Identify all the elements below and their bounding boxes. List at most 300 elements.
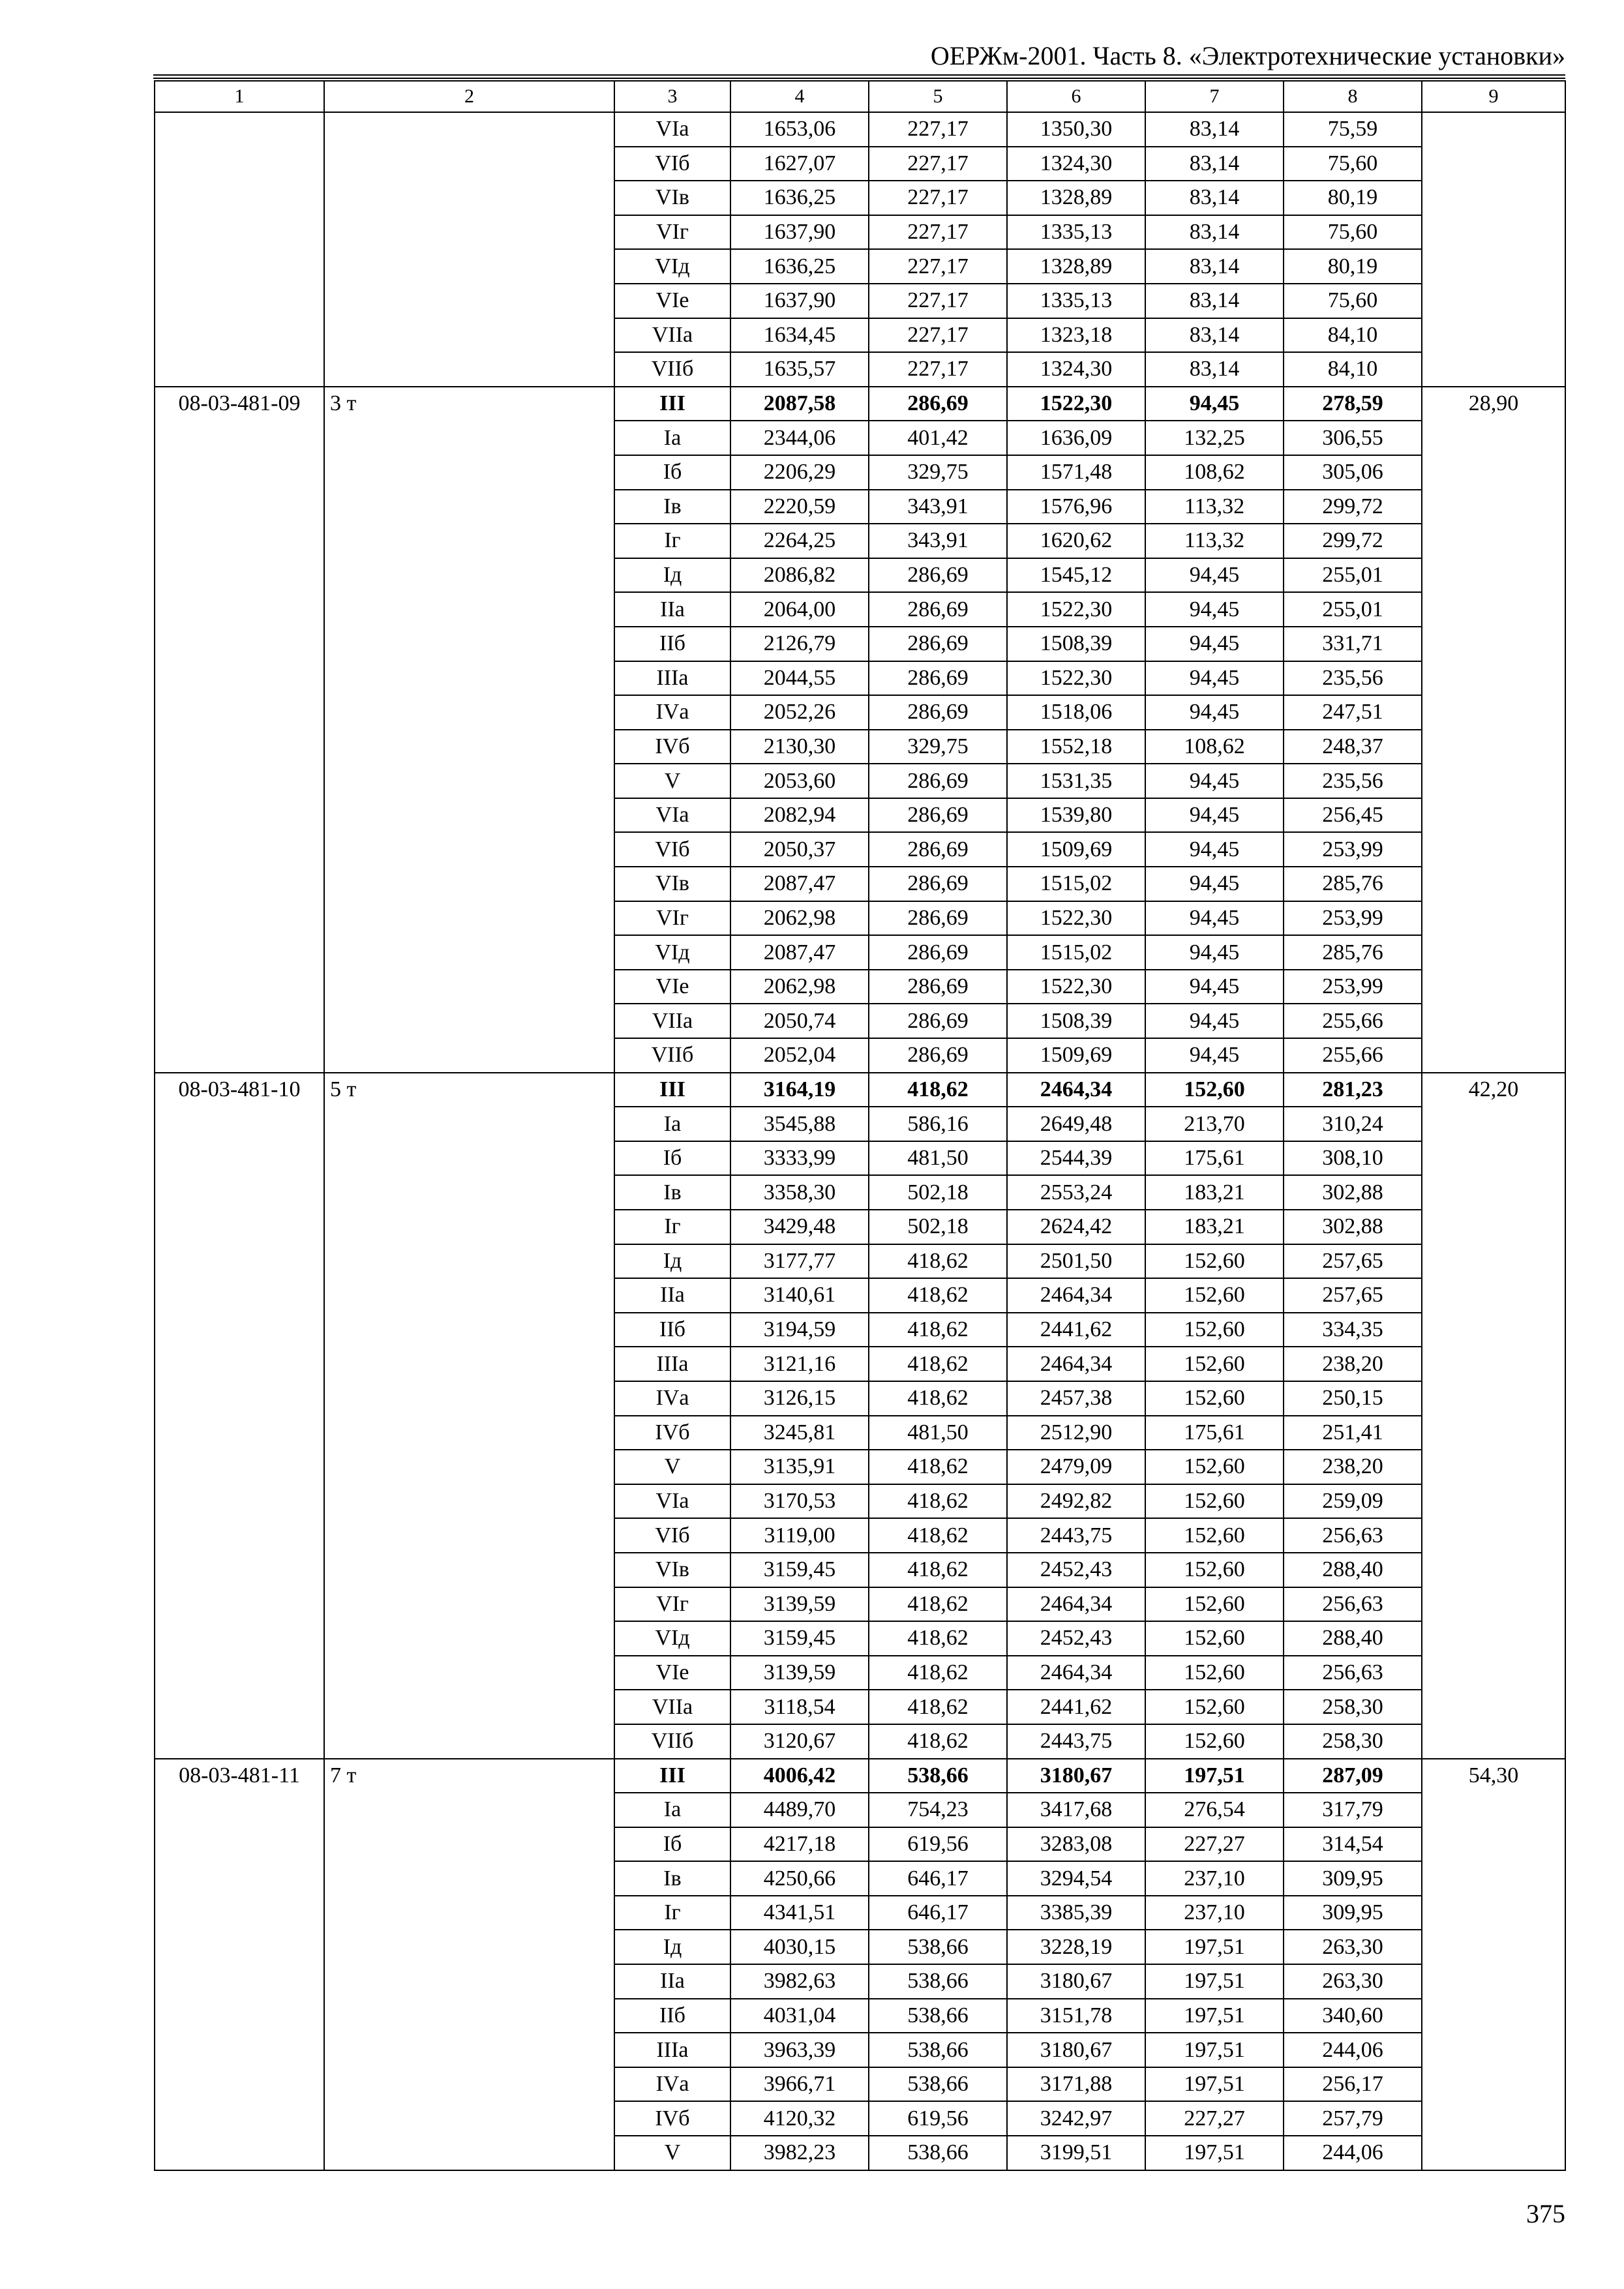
value-cell-7: 237,10 (1145, 1861, 1284, 1896)
value-cell-4: 3194,59 (730, 1313, 869, 1347)
value-cell-6: 3294,54 (1007, 1861, 1145, 1896)
value-cell-4: 4217,18 (730, 1827, 869, 1862)
zone-mark: IIб (614, 627, 730, 661)
value-cell-7: 94,45 (1145, 935, 1284, 970)
zone-mark: VIе (614, 284, 730, 318)
value-cell-8: 306,55 (1284, 421, 1422, 455)
value-cell-8: 299,72 (1284, 490, 1422, 524)
value-cell-8: 309,95 (1284, 1896, 1422, 1930)
value-cell-4: 4006,42 (730, 1759, 869, 1793)
value-cell-7: 152,60 (1145, 1518, 1284, 1553)
value-cell-8: 309,95 (1284, 1861, 1422, 1896)
value-cell-5: 286,69 (869, 901, 1007, 936)
value-cell-5: 343,91 (869, 524, 1007, 558)
value-cell-7: 94,45 (1145, 1004, 1284, 1038)
zone-mark: IIа (614, 592, 730, 627)
value-cell-4: 2062,98 (730, 901, 869, 936)
value-cell-6: 2441,62 (1007, 1313, 1145, 1347)
value-cell-5: 343,91 (869, 490, 1007, 524)
zone-mark: Iб (614, 1141, 730, 1176)
value-cell-5: 286,69 (869, 764, 1007, 798)
zone-mark: VIв (614, 867, 730, 901)
value-cell-8: 253,99 (1284, 901, 1422, 936)
value-cell-7: 132,25 (1145, 421, 1284, 455)
value-cell-8: 258,30 (1284, 1724, 1422, 1759)
value-cell-7: 152,60 (1145, 1724, 1284, 1759)
zone-mark: VIа (614, 798, 730, 833)
value-cell-6: 2479,09 (1007, 1450, 1145, 1484)
zone-mark: Iд (614, 558, 730, 593)
value-cell-6: 1509,69 (1007, 832, 1145, 867)
value-cell-5: 538,66 (869, 1964, 1007, 1999)
value-cell-5: 227,17 (869, 112, 1007, 147)
column-header: 7 (1145, 81, 1284, 112)
value-cell-5: 418,62 (869, 1724, 1007, 1759)
zone-mark: III (614, 1073, 730, 1107)
item-name: 5 т (324, 1073, 614, 1759)
header-rule-double (153, 78, 1565, 79)
value-cell-8: 238,20 (1284, 1450, 1422, 1484)
zone-mark: VIе (614, 1656, 730, 1690)
zone-mark: III (614, 387, 730, 421)
value-cell-5: 538,66 (869, 2136, 1007, 2170)
value-cell-6: 1522,30 (1007, 970, 1145, 1004)
value-cell-7: 152,60 (1145, 1073, 1284, 1107)
value-cell-8: 256,63 (1284, 1656, 1422, 1690)
value-cell-5: 619,56 (869, 2101, 1007, 2136)
zone-mark: IIб (614, 1313, 730, 1347)
value-cell-8: 255,66 (1284, 1038, 1422, 1073)
value-cell-8: 299,72 (1284, 524, 1422, 558)
value-cell-5: 227,17 (869, 318, 1007, 353)
value-cell-4: 3121,16 (730, 1347, 869, 1381)
value-cell-7: 197,51 (1145, 1964, 1284, 1999)
value-cell-6: 3180,67 (1007, 1964, 1145, 1999)
value-cell-4: 2044,55 (730, 661, 869, 696)
value-cell-5: 418,62 (869, 1484, 1007, 1519)
value-cell-7: 83,14 (1145, 112, 1284, 147)
value-cell-4: 2052,26 (730, 695, 869, 730)
value-cell-4: 3120,67 (730, 1724, 869, 1759)
value-cell-4: 3159,45 (730, 1621, 869, 1656)
value-cell-4: 1653,06 (730, 112, 869, 147)
value-cell-4: 2087,47 (730, 867, 869, 901)
value-cell-6: 1522,30 (1007, 661, 1145, 696)
value-cell-6: 1522,30 (1007, 901, 1145, 936)
value-cell-4: 2053,60 (730, 764, 869, 798)
value-cell-8: 314,54 (1284, 1827, 1422, 1862)
zone-mark: IVб (614, 1416, 730, 1450)
value-cell-7: 113,32 (1145, 524, 1284, 558)
value-cell-6: 3417,68 (1007, 1793, 1145, 1827)
value-cell-4: 3358,30 (730, 1175, 869, 1210)
table-body (155, 112, 1565, 2170)
value-cell-5: 538,66 (869, 2033, 1007, 2067)
value-cell-5: 227,17 (869, 249, 1007, 284)
value-cell-8: 238,20 (1284, 1347, 1422, 1381)
value-cell-8: 256,63 (1284, 1587, 1422, 1622)
value-cell-8: 256,45 (1284, 798, 1422, 833)
value-cell-5: 538,66 (869, 1759, 1007, 1793)
value-cell-5: 538,66 (869, 1999, 1007, 2033)
value-cell-7: 152,60 (1145, 1278, 1284, 1313)
value-cell-6: 2443,75 (1007, 1724, 1145, 1759)
zone-mark: VIб (614, 832, 730, 867)
extra-value: 54,30 (1422, 1759, 1565, 2170)
zone-mark: VIа (614, 112, 730, 147)
zone-mark: Iд (614, 1930, 730, 1964)
value-cell-5: 286,69 (869, 558, 1007, 593)
value-cell-5: 418,62 (869, 1278, 1007, 1313)
table-row (155, 1759, 1565, 1793)
value-cell-7: 94,45 (1145, 798, 1284, 833)
value-cell-5: 286,69 (869, 832, 1007, 867)
value-cell-4: 3545,88 (730, 1107, 869, 1141)
value-cell-7: 152,60 (1145, 1381, 1284, 1416)
value-cell-4: 3966,71 (730, 2067, 869, 2102)
value-cell-8: 255,66 (1284, 1004, 1422, 1038)
value-cell-5: 502,18 (869, 1175, 1007, 1210)
value-cell-7: 197,51 (1145, 2136, 1284, 2170)
item-code: 08-03-481-09 (155, 387, 324, 1073)
value-cell-6: 2464,34 (1007, 1656, 1145, 1690)
value-cell-6: 3180,67 (1007, 1759, 1145, 1793)
value-cell-5: 286,69 (869, 387, 1007, 421)
value-cell-7: 197,51 (1145, 1759, 1284, 1793)
extra-value: 28,90 (1422, 387, 1565, 1073)
value-cell-4: 1636,25 (730, 181, 869, 215)
column-header: 6 (1007, 81, 1145, 112)
value-cell-5: 418,62 (869, 1244, 1007, 1279)
value-cell-4: 4031,04 (730, 1999, 869, 2033)
value-cell-4: 3159,45 (730, 1553, 869, 1587)
value-cell-4: 2220,59 (730, 490, 869, 524)
value-cell-6: 3151,78 (1007, 1999, 1145, 2033)
zone-mark: VIд (614, 1621, 730, 1656)
item-name (324, 112, 614, 387)
column-number-row (155, 81, 1565, 112)
value-cell-5: 286,69 (869, 627, 1007, 661)
header-rule (153, 74, 1565, 76)
zone-mark: Iг (614, 1896, 730, 1930)
value-cell-7: 94,45 (1145, 832, 1284, 867)
page-number: 375 (1526, 2199, 1565, 2228)
value-cell-4: 3140,61 (730, 1278, 869, 1313)
zone-mark: IVа (614, 695, 730, 730)
zone-mark: Iа (614, 1107, 730, 1141)
value-cell-5: 329,75 (869, 455, 1007, 490)
column-header: 4 (730, 81, 869, 112)
value-cell-6: 1522,30 (1007, 592, 1145, 627)
zone-mark: Iв (614, 490, 730, 524)
value-cell-5: 418,62 (869, 1656, 1007, 1690)
zone-mark: Iа (614, 1793, 730, 1827)
value-cell-4: 1637,90 (730, 215, 869, 250)
value-cell-7: 152,60 (1145, 1450, 1284, 1484)
value-cell-5: 646,17 (869, 1861, 1007, 1896)
value-cell-4: 3177,77 (730, 1244, 869, 1279)
zone-mark: VIIб (614, 1038, 730, 1073)
value-cell-8: 302,88 (1284, 1210, 1422, 1244)
value-cell-6: 1324,30 (1007, 147, 1145, 181)
value-cell-6: 1545,12 (1007, 558, 1145, 593)
value-cell-5: 754,23 (869, 1793, 1007, 1827)
zone-mark: VIг (614, 215, 730, 250)
value-cell-6: 1509,69 (1007, 1038, 1145, 1073)
value-cell-8: 84,10 (1284, 318, 1422, 353)
value-cell-4: 3170,53 (730, 1484, 869, 1519)
value-cell-6: 2464,34 (1007, 1587, 1145, 1622)
column-header: 2 (324, 81, 614, 112)
value-cell-7: 237,10 (1145, 1896, 1284, 1930)
value-cell-8: 288,40 (1284, 1553, 1422, 1587)
value-cell-6: 1552,18 (1007, 730, 1145, 764)
extra-value (1422, 112, 1565, 387)
value-cell-4: 3982,63 (730, 1964, 869, 1999)
value-cell-8: 253,99 (1284, 970, 1422, 1004)
value-cell-7: 276,54 (1145, 1793, 1284, 1827)
zone-mark: VIг (614, 901, 730, 936)
value-cell-8: 334,35 (1284, 1313, 1422, 1347)
zone-mark: IIIа (614, 2033, 730, 2067)
zone-mark: VIIа (614, 1004, 730, 1038)
value-cell-7: 152,60 (1145, 1244, 1284, 1279)
value-cell-5: 286,69 (869, 1038, 1007, 1073)
running-header: ОЕРЖм-2001. Часть 8. «Электротехнические установки» (930, 41, 1565, 70)
zone-mark: VIIб (614, 1724, 730, 1759)
value-cell-7: 152,60 (1145, 1690, 1284, 1724)
value-cell-5: 418,62 (869, 1518, 1007, 1553)
value-cell-4: 1636,25 (730, 249, 869, 284)
zone-mark: Iг (614, 1210, 730, 1244)
zone-mark: VIе (614, 970, 730, 1004)
value-cell-5: 227,17 (869, 352, 1007, 387)
value-cell-8: 255,01 (1284, 592, 1422, 627)
value-cell-7: 83,14 (1145, 352, 1284, 387)
value-cell-6: 3283,08 (1007, 1827, 1145, 1862)
value-cell-5: 481,50 (869, 1416, 1007, 1450)
value-cell-8: 258,30 (1284, 1690, 1422, 1724)
value-cell-7: 94,45 (1145, 867, 1284, 901)
zone-mark: Iд (614, 1244, 730, 1279)
value-cell-6: 1328,89 (1007, 181, 1145, 215)
value-cell-8: 255,01 (1284, 558, 1422, 593)
value-cell-7: 152,60 (1145, 1621, 1284, 1656)
value-cell-8: 244,06 (1284, 2136, 1422, 2170)
value-cell-5: 227,17 (869, 215, 1007, 250)
value-cell-6: 1518,06 (1007, 695, 1145, 730)
value-cell-5: 286,69 (869, 867, 1007, 901)
zone-mark: IVб (614, 730, 730, 764)
item-code: 08-03-481-11 (155, 1759, 324, 2170)
value-cell-5: 286,69 (869, 1004, 1007, 1038)
value-cell-8: 256,17 (1284, 2067, 1422, 2102)
value-cell-7: 83,14 (1145, 147, 1284, 181)
value-cell-8: 247,51 (1284, 695, 1422, 730)
value-cell-6: 3180,67 (1007, 2033, 1145, 2067)
value-cell-6: 1508,39 (1007, 1004, 1145, 1038)
value-cell-4: 2130,30 (730, 730, 869, 764)
zone-mark: IVб (614, 2101, 730, 2136)
value-cell-8: 308,10 (1284, 1141, 1422, 1176)
value-cell-6: 2544,39 (1007, 1141, 1145, 1176)
column-header: 3 (614, 81, 730, 112)
value-cell-5: 418,62 (869, 1450, 1007, 1484)
value-cell-5: 401,42 (869, 421, 1007, 455)
value-cell-4: 2264,25 (730, 524, 869, 558)
value-cell-5: 227,17 (869, 181, 1007, 215)
value-cell-4: 3126,15 (730, 1381, 869, 1416)
column-header: 9 (1422, 81, 1565, 112)
value-cell-8: 288,40 (1284, 1621, 1422, 1656)
value-cell-4: 4120,32 (730, 2101, 869, 2136)
value-cell-8: 310,24 (1284, 1107, 1422, 1141)
value-cell-7: 83,14 (1145, 284, 1284, 318)
column-header: 1 (155, 81, 324, 112)
value-cell-5: 418,62 (869, 1553, 1007, 1587)
value-cell-5: 418,62 (869, 1587, 1007, 1622)
value-cell-6: 2512,90 (1007, 1416, 1145, 1450)
value-cell-8: 256,63 (1284, 1518, 1422, 1553)
value-cell-5: 286,69 (869, 935, 1007, 970)
value-cell-5: 502,18 (869, 1210, 1007, 1244)
value-cell-6: 2649,48 (1007, 1107, 1145, 1141)
value-cell-5: 418,62 (869, 1313, 1007, 1347)
value-cell-7: 183,21 (1145, 1210, 1284, 1244)
value-cell-7: 94,45 (1145, 764, 1284, 798)
value-cell-7: 175,61 (1145, 1141, 1284, 1176)
value-cell-4: 3118,54 (730, 1690, 869, 1724)
value-cell-4: 1627,07 (730, 147, 869, 181)
value-cell-8: 263,30 (1284, 1964, 1422, 1999)
zone-mark: IVа (614, 2067, 730, 2102)
zone-mark: IIIа (614, 1347, 730, 1381)
value-cell-8: 287,09 (1284, 1759, 1422, 1793)
value-cell-6: 1515,02 (1007, 867, 1145, 901)
value-cell-5: 329,75 (869, 730, 1007, 764)
value-cell-7: 152,60 (1145, 1656, 1284, 1690)
value-cell-6: 2464,34 (1007, 1278, 1145, 1313)
value-cell-6: 1508,39 (1007, 627, 1145, 661)
value-cell-4: 2062,98 (730, 970, 869, 1004)
zone-mark: V (614, 2136, 730, 2170)
value-cell-4: 2344,06 (730, 421, 869, 455)
zone-mark: Iг (614, 524, 730, 558)
value-cell-6: 1571,48 (1007, 455, 1145, 490)
item-code: 08-03-481-10 (155, 1073, 324, 1759)
value-cell-6: 2457,38 (1007, 1381, 1145, 1416)
value-cell-7: 175,61 (1145, 1416, 1284, 1450)
value-cell-8: 281,23 (1284, 1073, 1422, 1107)
value-cell-8: 75,60 (1284, 215, 1422, 250)
value-cell-8: 278,59 (1284, 387, 1422, 421)
value-cell-4: 1634,45 (730, 318, 869, 353)
column-header: 8 (1284, 81, 1422, 112)
value-cell-7: 152,60 (1145, 1347, 1284, 1381)
value-cell-6: 1515,02 (1007, 935, 1145, 970)
value-cell-4: 3119,00 (730, 1518, 869, 1553)
value-cell-6: 3199,51 (1007, 2136, 1145, 2170)
value-cell-8: 257,79 (1284, 2101, 1422, 2136)
value-cell-6: 3242,97 (1007, 2101, 1145, 2136)
item-name: 3 т (324, 387, 614, 1073)
table-row (155, 112, 1565, 147)
zone-mark: IIб (614, 1999, 730, 2033)
value-cell-7: 83,14 (1145, 215, 1284, 250)
value-cell-6: 1531,35 (1007, 764, 1145, 798)
value-cell-6: 1335,13 (1007, 215, 1145, 250)
value-cell-4: 3429,48 (730, 1210, 869, 1244)
value-cell-5: 418,62 (869, 1621, 1007, 1656)
value-cell-7: 83,14 (1145, 181, 1284, 215)
value-cell-5: 586,16 (869, 1107, 1007, 1141)
value-cell-8: 317,79 (1284, 1793, 1422, 1827)
value-cell-4: 3164,19 (730, 1073, 869, 1107)
value-cell-8: 80,19 (1284, 181, 1422, 215)
value-cell-5: 286,69 (869, 661, 1007, 696)
zone-mark: VIIа (614, 318, 730, 353)
zone-mark: Iв (614, 1175, 730, 1210)
value-cell-8: 84,10 (1284, 352, 1422, 387)
zone-mark: IVа (614, 1381, 730, 1416)
extra-value: 42,20 (1422, 1073, 1565, 1759)
value-cell-7: 197,51 (1145, 2067, 1284, 2102)
value-cell-8: 285,76 (1284, 867, 1422, 901)
value-cell-4: 4489,70 (730, 1793, 869, 1827)
value-cell-5: 418,62 (869, 1381, 1007, 1416)
value-cell-5: 286,69 (869, 695, 1007, 730)
value-cell-4: 1637,90 (730, 284, 869, 318)
zone-mark: VIа (614, 1484, 730, 1519)
zone-mark: VIб (614, 1518, 730, 1553)
value-cell-7: 227,27 (1145, 2101, 1284, 2136)
value-cell-4: 3139,59 (730, 1656, 869, 1690)
zone-mark: III (614, 1759, 730, 1793)
value-cell-5: 619,56 (869, 1827, 1007, 1862)
zone-mark: Iб (614, 1827, 730, 1862)
value-cell-7: 113,32 (1145, 490, 1284, 524)
value-cell-7: 197,51 (1145, 1930, 1284, 1964)
value-cell-8: 253,99 (1284, 832, 1422, 867)
value-cell-7: 94,45 (1145, 592, 1284, 627)
value-cell-4: 2052,04 (730, 1038, 869, 1073)
value-cell-5: 227,17 (869, 147, 1007, 181)
value-cell-7: 94,45 (1145, 558, 1284, 593)
value-cell-7: 108,62 (1145, 455, 1284, 490)
value-cell-6: 2464,34 (1007, 1347, 1145, 1381)
item-name: 7 т (324, 1759, 614, 2170)
zone-mark: V (614, 764, 730, 798)
value-cell-7: 197,51 (1145, 1999, 1284, 2033)
column-header: 5 (869, 81, 1007, 112)
value-cell-8: 235,56 (1284, 661, 1422, 696)
value-cell-5: 418,62 (869, 1073, 1007, 1107)
value-cell-7: 213,70 (1145, 1107, 1284, 1141)
value-cell-8: 244,06 (1284, 2033, 1422, 2067)
value-cell-6: 2501,50 (1007, 1244, 1145, 1279)
value-cell-8: 248,37 (1284, 730, 1422, 764)
zone-mark: VIб (614, 147, 730, 181)
value-cell-5: 646,17 (869, 1896, 1007, 1930)
value-cell-7: 197,51 (1145, 2033, 1284, 2067)
value-cell-8: 263,30 (1284, 1930, 1422, 1964)
zone-mark: VIд (614, 935, 730, 970)
value-cell-4: 3982,23 (730, 2136, 869, 2170)
value-cell-6: 2452,43 (1007, 1621, 1145, 1656)
value-cell-6: 1620,62 (1007, 524, 1145, 558)
value-cell-8: 251,41 (1284, 1416, 1422, 1450)
value-cell-8: 257,65 (1284, 1278, 1422, 1313)
